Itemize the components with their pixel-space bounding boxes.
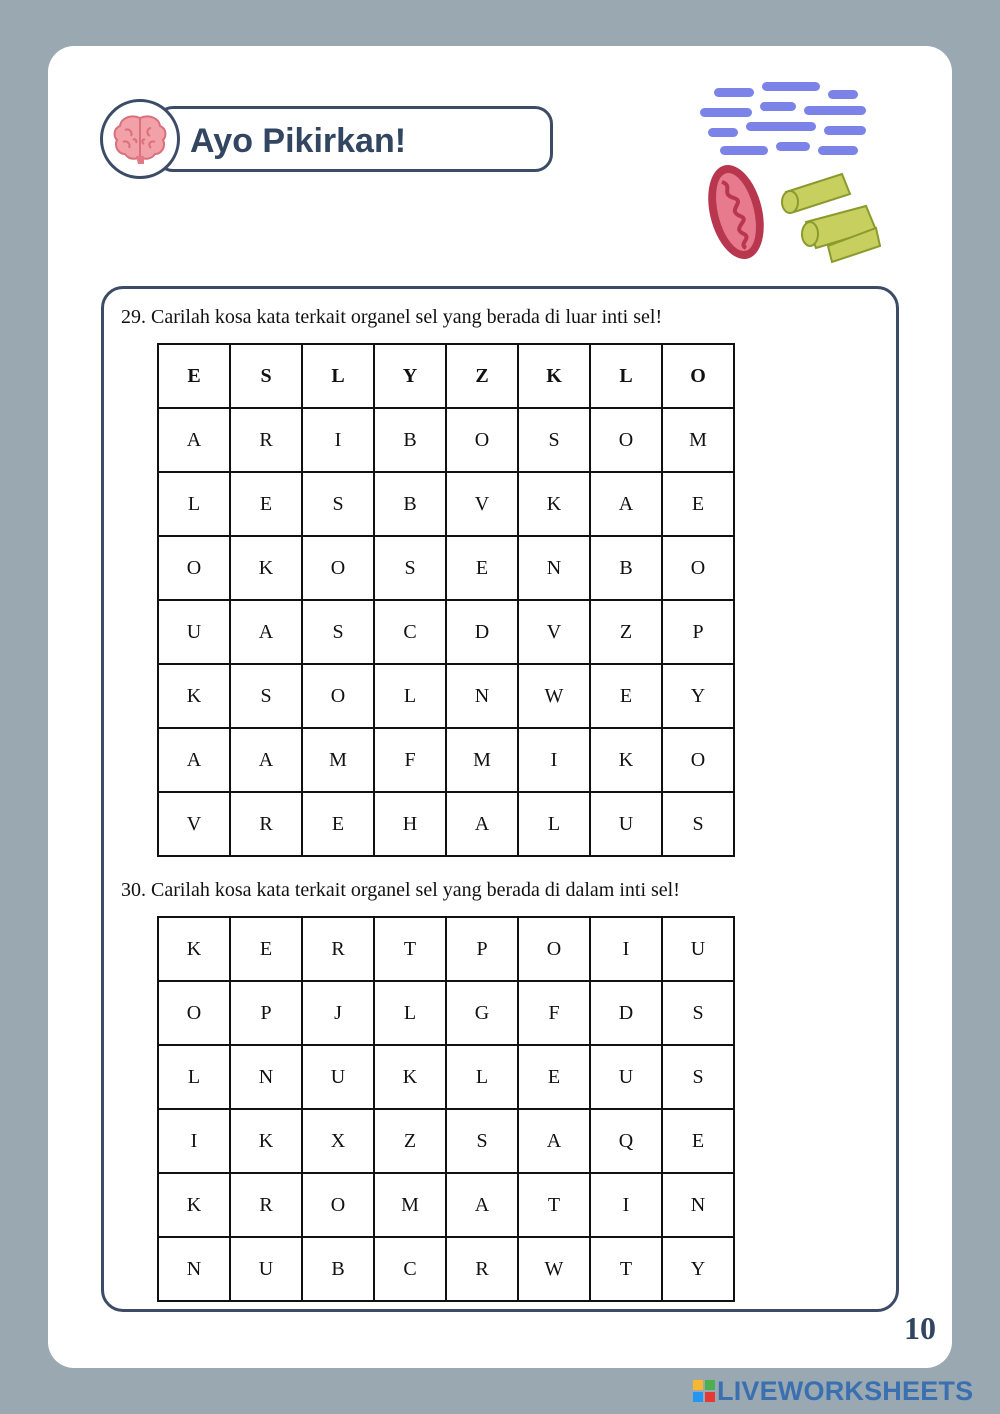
grid-cell[interactable]: C	[374, 1237, 446, 1301]
question-29-label: 29. Carilah kosa kata terkait organel sel yang berada di luar inti sel!	[121, 306, 663, 328]
grid-cell[interactable]: W	[518, 664, 590, 728]
grid-cell[interactable]: U	[662, 917, 734, 981]
grid-cell[interactable]: E	[518, 1045, 590, 1109]
grid-cell[interactable]: L	[374, 981, 446, 1045]
grid-cell[interactable]: O	[158, 536, 230, 600]
grid-cell[interactable]: R	[230, 792, 302, 856]
grid-cell[interactable]: I	[158, 1109, 230, 1173]
grid-cell[interactable]: E	[158, 344, 230, 408]
grid-cell[interactable]: O	[446, 408, 518, 472]
grid-cell[interactable]: V	[518, 600, 590, 664]
grid-cell[interactable]: E	[590, 664, 662, 728]
grid-cell[interactable]: L	[446, 1045, 518, 1109]
grid-cell[interactable]: U	[590, 792, 662, 856]
word-search-grid-30	[157, 916, 735, 1302]
grid-cell[interactable]: K	[158, 917, 230, 981]
grid-cell[interactable]: A	[446, 792, 518, 856]
brain-badge	[100, 99, 180, 179]
grid-cell[interactable]: O	[302, 664, 374, 728]
organelles-illustration-icon	[690, 70, 890, 270]
brand-footer[interactable]	[693, 1374, 973, 1408]
grid-cell[interactable]: Y	[662, 1237, 734, 1301]
grid-cell[interactable]: D	[446, 600, 518, 664]
grid-cell[interactable]: B	[374, 408, 446, 472]
grid-cell[interactable]: A	[158, 408, 230, 472]
grid-cell[interactable]: M	[374, 1173, 446, 1237]
grid-row	[158, 1173, 734, 1237]
grid-cell[interactable]: A	[518, 1109, 590, 1173]
grid-cell[interactable]: T	[590, 1237, 662, 1301]
grid-cell[interactable]: I	[518, 728, 590, 792]
grid-cell[interactable]: E	[662, 472, 734, 536]
grid-cell[interactable]: N	[158, 1237, 230, 1301]
grid-cell[interactable]: O	[590, 408, 662, 472]
grid-cell[interactable]: M	[662, 408, 734, 472]
grid-cell[interactable]: O	[662, 536, 734, 600]
grid-cell[interactable]: H	[374, 792, 446, 856]
page-number: 10	[904, 1310, 936, 1346]
grid-cell[interactable]: K	[158, 1173, 230, 1237]
grid-row	[158, 408, 734, 472]
grid-row	[158, 472, 734, 536]
grid-cell[interactable]: U	[230, 1237, 302, 1301]
grid-cell[interactable]: S	[662, 981, 734, 1045]
word-search-grid-29	[157, 343, 735, 857]
grid-cell[interactable]: R	[446, 1237, 518, 1301]
grid-cell[interactable]: Z	[446, 344, 518, 408]
grid-cell[interactable]: S	[518, 408, 590, 472]
grid-cell[interactable]: L	[518, 792, 590, 856]
grid-cell[interactable]: S	[374, 536, 446, 600]
grid-row	[158, 728, 734, 792]
grid-cell[interactable]: N	[230, 1045, 302, 1109]
grid-cell[interactable]: S	[662, 792, 734, 856]
grid-cell[interactable]: M	[302, 728, 374, 792]
grid-cell[interactable]: I	[590, 1173, 662, 1237]
grid-cell[interactable]: Q	[590, 1109, 662, 1173]
grid-cell[interactable]: T	[518, 1173, 590, 1237]
grid-row	[158, 664, 734, 728]
grid-cell[interactable]: Z	[374, 1109, 446, 1173]
grid-cell[interactable]: S	[662, 1045, 734, 1109]
grid-cell[interactable]: R	[302, 917, 374, 981]
grid-cell[interactable]: K	[518, 472, 590, 536]
grid-row	[158, 1237, 734, 1301]
grid-cell[interactable]: G	[446, 981, 518, 1045]
grid-cell[interactable]: J	[302, 981, 374, 1045]
grid-cell[interactable]: O	[662, 728, 734, 792]
brain-icon	[111, 112, 169, 166]
grid-cell[interactable]: A	[230, 600, 302, 664]
grid-cell[interactable]: I	[302, 408, 374, 472]
grid-cell[interactable]: E	[302, 792, 374, 856]
grid-cell[interactable]: O	[158, 981, 230, 1045]
grid-cell[interactable]: S	[230, 344, 302, 408]
grid-cell[interactable]: Z	[590, 600, 662, 664]
grid-cell[interactable]: O	[662, 344, 734, 408]
grid-cell[interactable]: U	[302, 1045, 374, 1109]
grid-cell[interactable]: N	[446, 664, 518, 728]
grid-cell[interactable]: E	[230, 917, 302, 981]
grid-cell[interactable]: O	[518, 917, 590, 981]
grid-cell[interactable]: S	[302, 600, 374, 664]
grid-cell[interactable]: B	[302, 1237, 374, 1301]
grid-cell[interactable]: V	[446, 472, 518, 536]
grid-cell[interactable]: N	[662, 1173, 734, 1237]
grid-row	[158, 1045, 734, 1109]
grid-cell[interactable]: K	[518, 344, 590, 408]
grid-cell[interactable]: R	[230, 408, 302, 472]
grid-cell[interactable]: E	[662, 1109, 734, 1173]
grid-row	[158, 792, 734, 856]
grid-cell[interactable]: K	[230, 1109, 302, 1173]
grid-cell[interactable]: W	[518, 1237, 590, 1301]
grid-cell[interactable]: A	[446, 1173, 518, 1237]
grid-cell[interactable]: P	[230, 981, 302, 1045]
brand-text: LIVEWORKSHEETS	[717, 1376, 974, 1406]
grid-cell[interactable]: L	[302, 344, 374, 408]
grid-row	[158, 344, 734, 408]
grid-cell[interactable]: K	[590, 728, 662, 792]
grid-cell[interactable]: K	[230, 536, 302, 600]
grid-row	[158, 917, 734, 981]
grid-cell[interactable]: V	[158, 792, 230, 856]
grid-cell[interactable]: S	[302, 472, 374, 536]
grid-cell[interactable]: U	[158, 600, 230, 664]
grid-cell[interactable]: L	[158, 1045, 230, 1109]
grid-cell[interactable]: O	[302, 1173, 374, 1237]
grid-cell[interactable]: S	[446, 1109, 518, 1173]
grid-cell[interactable]: U	[590, 1045, 662, 1109]
grid-cell[interactable]: P	[446, 917, 518, 981]
grid-cell[interactable]: F	[518, 981, 590, 1045]
grid-cell[interactable]: P	[662, 600, 734, 664]
grid-cell[interactable]: I	[590, 917, 662, 981]
grid-row	[158, 1109, 734, 1173]
question-30-label: 30. Carilah kosa kata terkait organel sel yang berada di dalam inti sel!	[121, 879, 680, 901]
grid-cell[interactable]: M	[446, 728, 518, 792]
grid-cell[interactable]: N	[518, 536, 590, 600]
grid-cell[interactable]: K	[374, 1045, 446, 1109]
grid-cell[interactable]: R	[230, 1173, 302, 1237]
page-title: Ayo Pikirkan!	[190, 122, 407, 160]
grid-cell[interactable]: L	[374, 664, 446, 728]
grid-row	[158, 536, 734, 600]
grid-cell[interactable]: E	[230, 472, 302, 536]
grid-cell[interactable]: B	[374, 472, 446, 536]
grid-row	[158, 981, 734, 1045]
grid-cell[interactable]: E	[446, 536, 518, 600]
grid-cell[interactable]: T	[374, 917, 446, 981]
grid-cell[interactable]: F	[374, 728, 446, 792]
grid-cell[interactable]: A	[590, 472, 662, 536]
grid-cell[interactable]: C	[374, 600, 446, 664]
grid-cell[interactable]: Y	[662, 664, 734, 728]
grid-cell[interactable]: O	[302, 536, 374, 600]
grid-cell[interactable]: K	[158, 664, 230, 728]
grid-cell[interactable]: L	[158, 472, 230, 536]
grid-cell[interactable]: X	[302, 1109, 374, 1173]
grid-cell[interactable]: A	[230, 728, 302, 792]
grid-row	[158, 600, 734, 664]
grid-cell[interactable]: A	[158, 728, 230, 792]
grid-cell[interactable]: L	[590, 344, 662, 408]
liveworksheets-logo-icon	[693, 1380, 715, 1402]
grid-cell[interactable]: Y	[374, 344, 446, 408]
grid-cell[interactable]: S	[230, 664, 302, 728]
grid-cell[interactable]: B	[590, 536, 662, 600]
grid-cell[interactable]: D	[590, 981, 662, 1045]
